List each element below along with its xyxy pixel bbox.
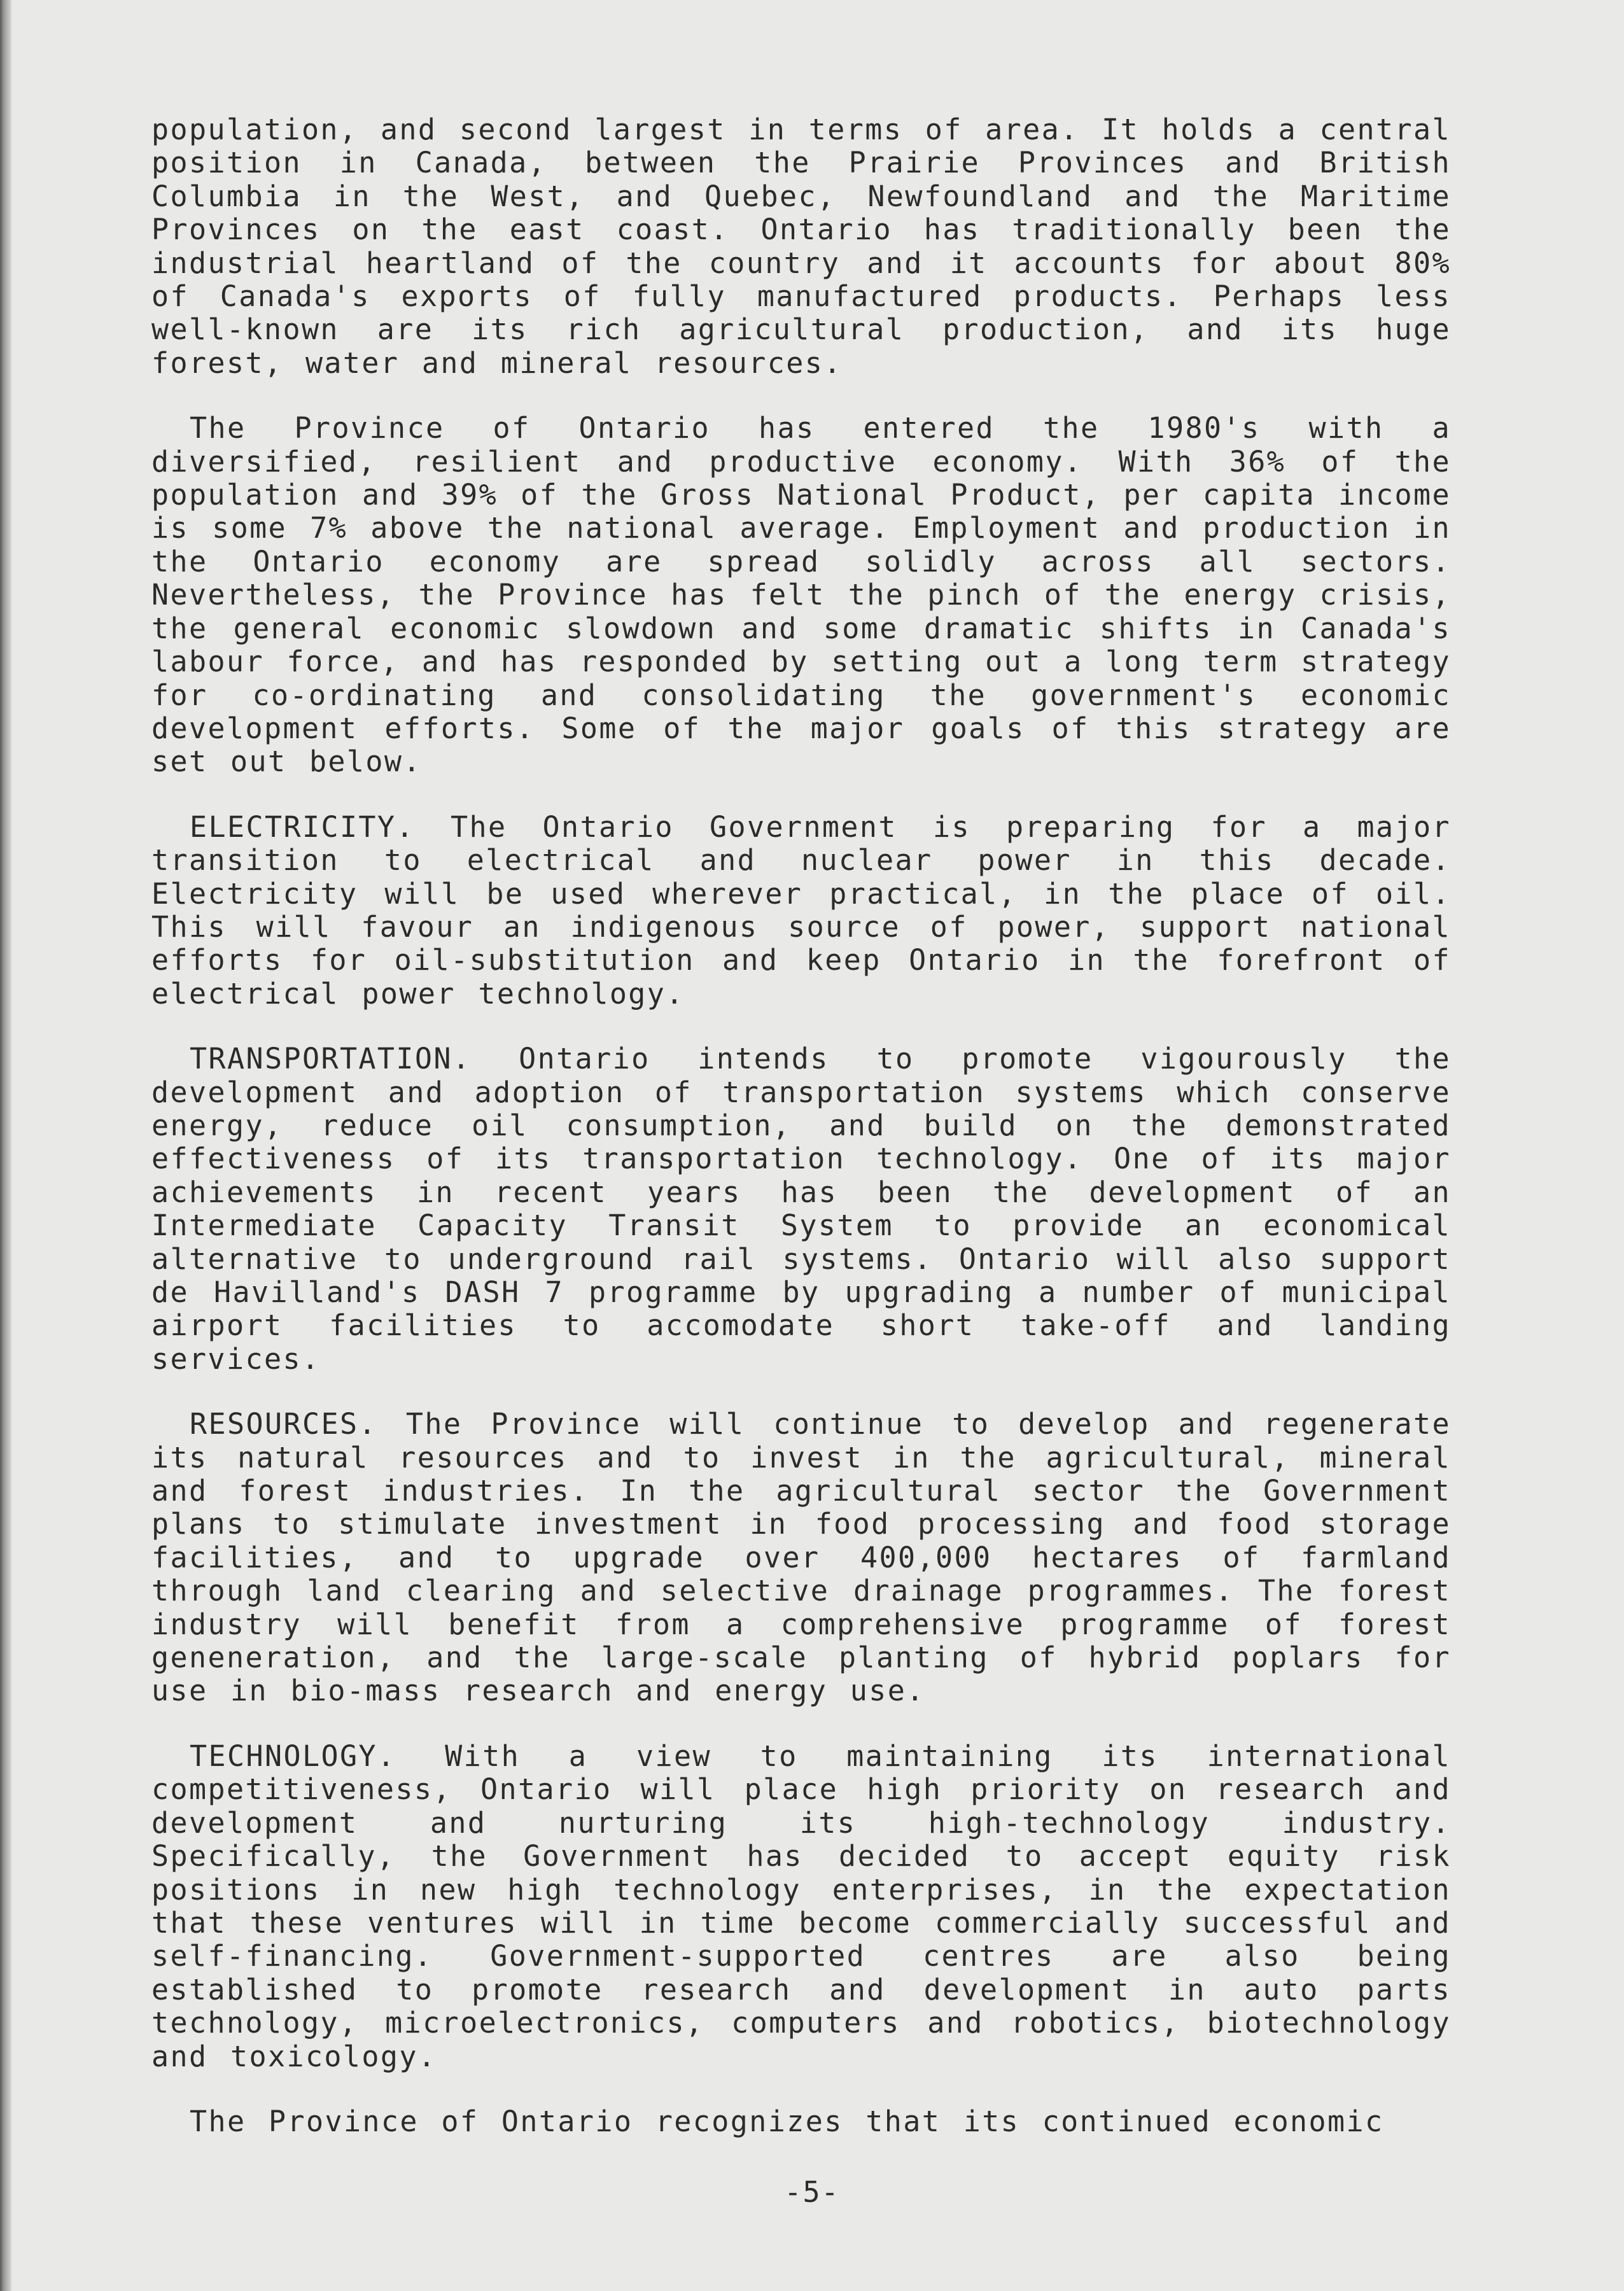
paragraph-ontario-overview: population, and second largest in terms of area. It holds a central position in Canada, between the Prairie Provinces and British Columbia in the West, and Quebec, Newfoundland and the Maritime Provinces on the east coast. Ontario has traditionally been the industrial heartland of the country and it accounts for about 80% of Canada's exports of fully manufactured products. Perhaps less well-known are its rich agricultural production, and its huge forest, water and mineral resources. <box>151 113 1451 380</box>
paragraph-transportation: TRANSPORTATION. Ontario intends to promote vigourously the development and adoption of transportation systems which conserve energy, reduce oil consumption, and build on the demonstrated effectiveness of its transportation technology. One of its major achievements in recent years has been the development of an Intermediate Capacity Transit System to provide an economical alternative to underground rail systems. Ontario will also support de Havilland's DASH 7 programme by upgrading a number of municipal airport facilities to accomodate short take-off and landing services. <box>151 1042 1451 1376</box>
paragraph-resources: RESOURCES. The Province will continue to develop and regenerate its natural resources and to invest in the agricultural, mineral and forest industries. In the agricultural sector the Government plans to stimulate investment in food processing and food storage facilities, and to upgrade over 400,000 hectares of farmland through land clearing and selective drainage programmes. The forest industry will benefit from a comprehensive programme of forest geneneration, and the large-scale planting of hybrid poplars for use in bio-mass research and energy use. <box>151 1407 1451 1708</box>
paragraph-continued: The Province of Ontario recognizes that its continued economic <box>190 2104 1384 2138</box>
page-number: -5- <box>784 2175 840 2209</box>
paragraph-electricity: ELECTRICITY. The Ontario Government is preparing for a major transition to electrical and nuclear power in this decade. Electricity will be used wherever practical, in the place of oil. This will favour an indigenous source of power, support national efforts for oil-substitution and keep Ontario in the forefront of electrical power technology. <box>151 809 1451 1011</box>
paragraph-economy-1980s: The Province of Ontario has entered the 1980's with a diversified, resilient and productive economy. With 36% of the population and 39% of the Gross National Product, per capita income is some 7% above the national average. Employment and production in the Ontario economy are spread solidly across all sectors. Nevertheless, the Province has felt the pinch of the energy crisis, the general economic slowdown and some dramatic shifts in Canada's labour force, and has responded by setting out a long term strategy for co-ordinating and consolidating the government's economic development efforts. Some of the major goals of this strategy are set out below. <box>151 411 1451 779</box>
page-binding-edge <box>0 0 11 2291</box>
document-body <box>151 113 1451 2170</box>
paragraph-technology: TECHNOLOGY. With a view to maintaining its international competitiveness, Ontario will place high priority on research and development and nurturing its high-technology industry. Specifically, the Government has decided to accept equity risk positions in new high technology enterprises, in the expectation that these ventures will in time become commercially successful and self-financing. Government-supported centres are also being established to promote research and development in auto parts technology, microelectronics, computers and robotics, biotechnology and toxicology. <box>151 1739 1451 2073</box>
